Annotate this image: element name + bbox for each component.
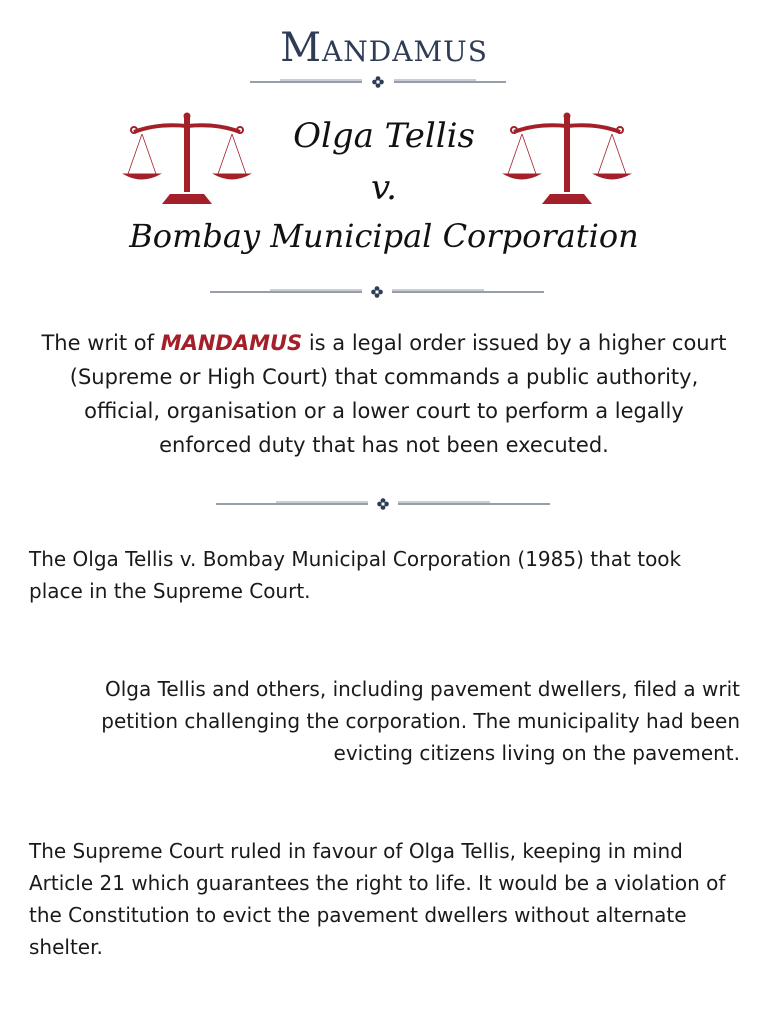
page-title: Mandamus xyxy=(280,25,488,71)
case-name-plaintiff: Olga Tellis xyxy=(293,116,475,156)
petition-paragraph: Olga Tellis and others, including pavement dwellers, filed a writ petition challenging the corporation. The municipality had been evicting citizens living on the pavement. xyxy=(101,677,740,765)
mandamus-keyword: MANDAMUS xyxy=(160,331,303,355)
title-divider xyxy=(210,286,544,298)
case-versus: v. xyxy=(371,168,397,208)
intro-lead: The writ of xyxy=(41,331,161,355)
section-divider xyxy=(216,498,550,510)
case-name-defendant: Bombay Municipal Corporation xyxy=(129,217,639,255)
case-intro-paragraph: The Olga Tellis v. Bombay Municipal Corporation (1985) that took place in the Supreme Court. xyxy=(29,547,682,603)
header-divider xyxy=(250,76,506,88)
mandamus-definition xyxy=(40,326,728,462)
ruling-paragraph: The Supreme Court ruled in favour of Olga Tellis, keeping in mind Article 21 which guarantees the right to life. It would be a violation of the Constitution to evict the pavement dwellers without alternate shelter. xyxy=(29,839,726,959)
intro-body: is a legal order issued by a higher court (Supreme or High Court) that commands a public authority, official, organisation or a lower court to perform a legally enforced duty that has not been executed. xyxy=(69,331,727,457)
